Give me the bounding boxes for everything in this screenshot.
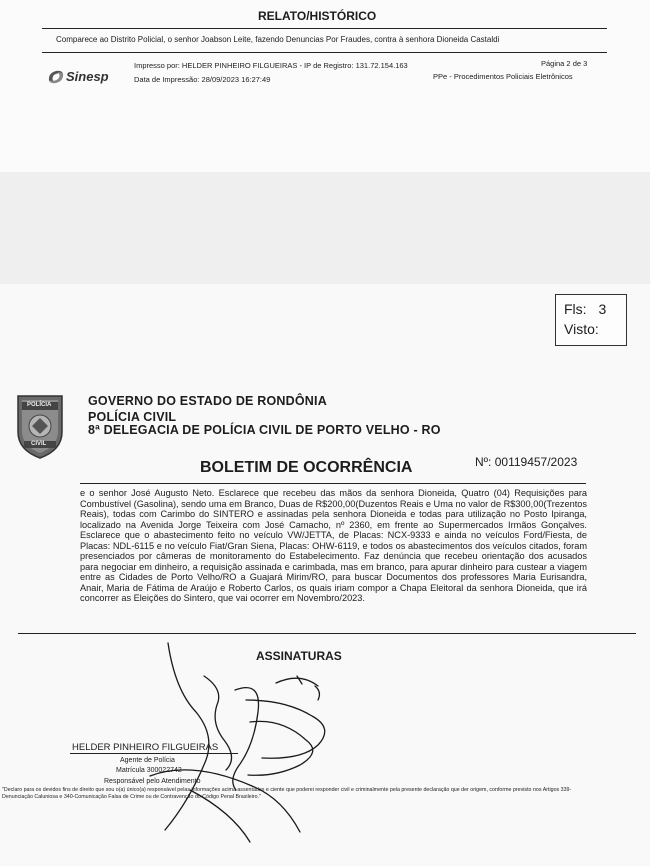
folio-stamp-box	[555, 294, 627, 346]
signer-matricula: Matrícula 300022742	[116, 767, 182, 774]
printed-by: Impresso por: HELDER PINHEIRO FILGUEIRAS - IP de Registro: 131.72.154.163	[134, 61, 408, 70]
police-badge	[14, 392, 66, 460]
signer-name: HELDER PINHEIRO FILGUEIRAS	[72, 742, 219, 753]
occurrence-narrative: e o senhor José Augusto Neto. Esclarece que recebeu das mãos da senhora Dioneida, Quatro (04) Requisições para Combustível (Gasolina), sendo uma em Branco, Duas de R$200,00(Duzentos Reais e Uma no valor de R$300,00(Trezentos Reais), todas com Carimbo do SINTERO e assinadas pela senhora Dioneida e todas para utilização no Posto Ipiranga, localizado na Avenida Jorge Teixeira com José Camacho, nº 2360, em frente ao Supermercados Irmãos Gonçalves. Esclarece que o abastecimento feito no veículo VW/JETTA, de Placas: NCX-9333 e ainda no veículos Ford/Fiesta, de Placas: NDL-6115 e no veículo Fiat/Gran Siena, Placas: OHW-6119, e todos os abastecimentos dos veículos citados, foram presenciados por câmeras de monitoramento do Estabelecimento. Faz denúncia que recebeu orientação dos acusados para negociar em dinheiro, a requisição assinada e carimbada, mas em branco, para apurar dinheiro para custear a viagem entre as Cidades de Porto Velho/RO a Guajará Mirim/RO, para buscar Documentos dos professores Maria Eurisandra, Anair, Maria de Fátima de Araújo e Roberto Carlos, os quais iriam compor a Chapa Eleitoral da senhora Dioneida, que irá concorrer as Eleições do Sintero, que vai ocorrer em Novembro/2023.	[80, 488, 587, 603]
header-police: POLÍCIA CIVIL	[88, 410, 177, 424]
sinesp-logo-icon	[46, 67, 66, 87]
fls-value: 3	[598, 301, 607, 317]
bo-title: BOLETIM DE OCORRÊNCIA	[200, 459, 413, 476]
divider	[42, 28, 607, 29]
signatures-title: ASSINATURAS	[256, 649, 342, 663]
page-number: Página 2 de 3	[541, 59, 588, 68]
badge-top-text: POLÍCIA	[27, 402, 52, 408]
print-date: Data de Impressão: 28/09/2023 16:27:49	[134, 75, 271, 84]
system-name: PPe - Procedimentos Policiais Eletrônicos	[433, 72, 573, 81]
sinesp-logo	[46, 66, 116, 88]
bo-number: Nº: 00119457/2023	[475, 455, 578, 469]
section-title: RELATO/HISTÓRICO	[258, 9, 377, 23]
divider	[42, 52, 607, 53]
narrative-text: Comparece ao Distrito Policial, o senhor Joabson Leite, fazendo Denuncias Por Fraudes, contra à senhora Dioneida Castaldi	[56, 35, 500, 44]
logo-text: Sinesp	[66, 69, 109, 84]
divider	[80, 483, 586, 484]
document-page-top	[0, 0, 650, 172]
signer-role: Agente de Polícia	[120, 757, 175, 764]
badge-bottom-text: CIVIL	[31, 441, 47, 447]
declaration-text: "Declaro para os devidos fins de direito que sou o(a) único(a) responsável pelas informações acima assentadas e ciente que poderei responder civil e criminalmente pela presente declaração que der origem, conforme previsto nos Artigos 339-Denunciação Caluniosa e 340-Comunicação Falsa de Crime ou de Contravenção do Código Penal Brasileiro."	[2, 787, 572, 800]
fls-label: Fls:	[564, 301, 587, 317]
divider	[18, 633, 636, 634]
header-delegacia: 8ª DELEGACIA DE POLÍCIA CIVIL DE PORTO VELHO - RO	[88, 423, 441, 437]
signature-line	[70, 753, 238, 754]
header-government: GOVERNO DO ESTADO DE RONDÔNIA	[88, 394, 327, 408]
page-gap	[0, 172, 650, 284]
visto-label: Visto:	[564, 321, 599, 337]
signer-responsibility: Responsável pelo Atendimento	[104, 778, 201, 785]
